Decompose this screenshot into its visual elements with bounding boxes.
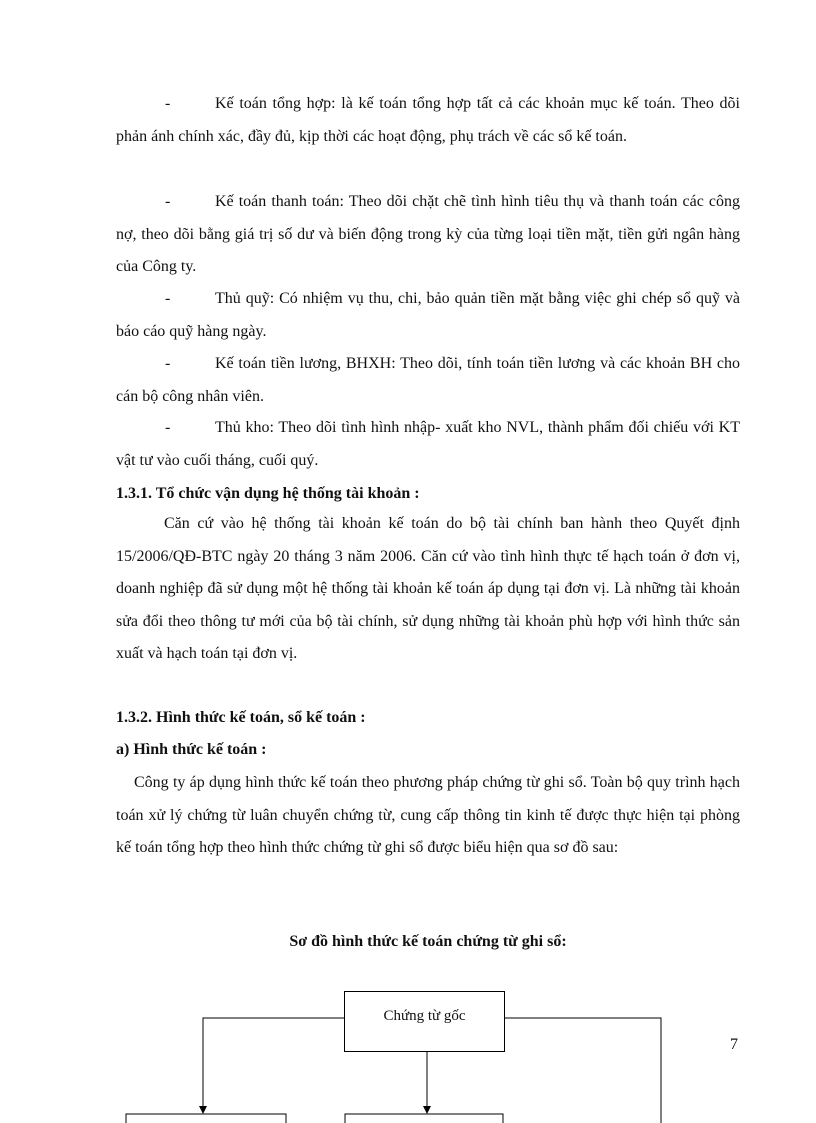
paragraph-text: Kế toán tổng hợp: là kế toán tổng hợp tất cả các khoản mục kế toán. Theo dõi phản ánh chính xác, đầy đủ, kịp thời các hoạt động, phụ trách về các sổ kế toán. — [116, 95, 740, 145]
connector-right — [504, 1018, 661, 1123]
connector-left — [203, 1018, 344, 1113]
list-dash: - — [165, 290, 171, 307]
paragraph-text: Kế toán thanh toán: Theo dõi chặt chẽ tình hình tiêu thụ và thanh toán các công nợ, theo dõi bằng giá trị số dư và biến động trong kỳ của từng loại tiền mặt, tiền gửi ngân hàng của Công ty. — [116, 193, 740, 275]
section-heading-1-3-2: 1.3.2. Hình thức kế toán, sổ kế toán : — [116, 709, 366, 726]
diagram-caption: Sơ đồ hình thức kế toán chứng từ ghi sổ: — [289, 933, 567, 950]
box-original-vouchers — [344, 991, 505, 1052]
list-dash: - — [165, 419, 171, 436]
section-heading-1-3-1: 1.3.1. Tổ chức vận dụng hệ thống tài khoản : — [116, 485, 420, 502]
arrowhead-left — [199, 1106, 207, 1114]
list-dash: - — [165, 95, 171, 112]
list-dash: - — [165, 355, 171, 372]
box-bottom-left — [126, 1114, 286, 1123]
box-label: Chứng từ gốc — [383, 1008, 466, 1024]
arrowhead-center — [423, 1106, 431, 1114]
subheading-a: a) Hình thức kế toán : — [116, 741, 267, 758]
paragraph-text: Căn cứ vào hệ thống tài khoản kế toán do bộ tài chính ban hành theo Quyết định 15/2006/QĐ-BTC ngày 20 tháng 3 năm 2006. Căn cứ vào tình hình thực tế hạch toán ở đơn vị, doanh nghiệp đã sử dụng một hệ thống tài khoản kế toán áp dụng tại đơn vị. Là những tài khoản sửa đổi theo thông tư mới của bộ tài chính, sử dụng những tài khoản phù hợp với hình thức sản xuất và hạch toán tại đơn vị. — [116, 515, 740, 662]
paragraph-text: Kế toán tiền lương, BHXH: Theo dõi, tính toán tiền lương và các khoản BH cho cán bộ công nhân viên. — [116, 355, 740, 405]
box-bottom-center — [345, 1114, 503, 1123]
list-dash: - — [165, 193, 171, 210]
paragraph-text: Công ty áp dụng hình thức kế toán theo phương pháp chứng từ ghi sổ. Toàn bộ quy trình hạch toán xử lý chứng từ luân chuyển chứng từ, cung cấp thông tin kinh tế được thực hiện tại phòng kế toán tổng hợp theo hình thức chứng từ ghi sổ được biểu hiện qua sơ đồ sau: — [116, 774, 740, 856]
page-number: 7 — [730, 1036, 738, 1053]
paragraph-text: Thủ kho: Theo dõi tình hình nhập- xuất kho NVL, thành phẩm đối chiếu với KT vật tư vào cuối tháng, cuối quý. — [116, 419, 740, 469]
paragraph-text: Thủ quỹ: Có nhiệm vụ thu, chi, bảo quản tiền mặt bằng việc ghi chép sổ quỹ và báo cáo quỹ hàng ngày. — [116, 290, 740, 340]
